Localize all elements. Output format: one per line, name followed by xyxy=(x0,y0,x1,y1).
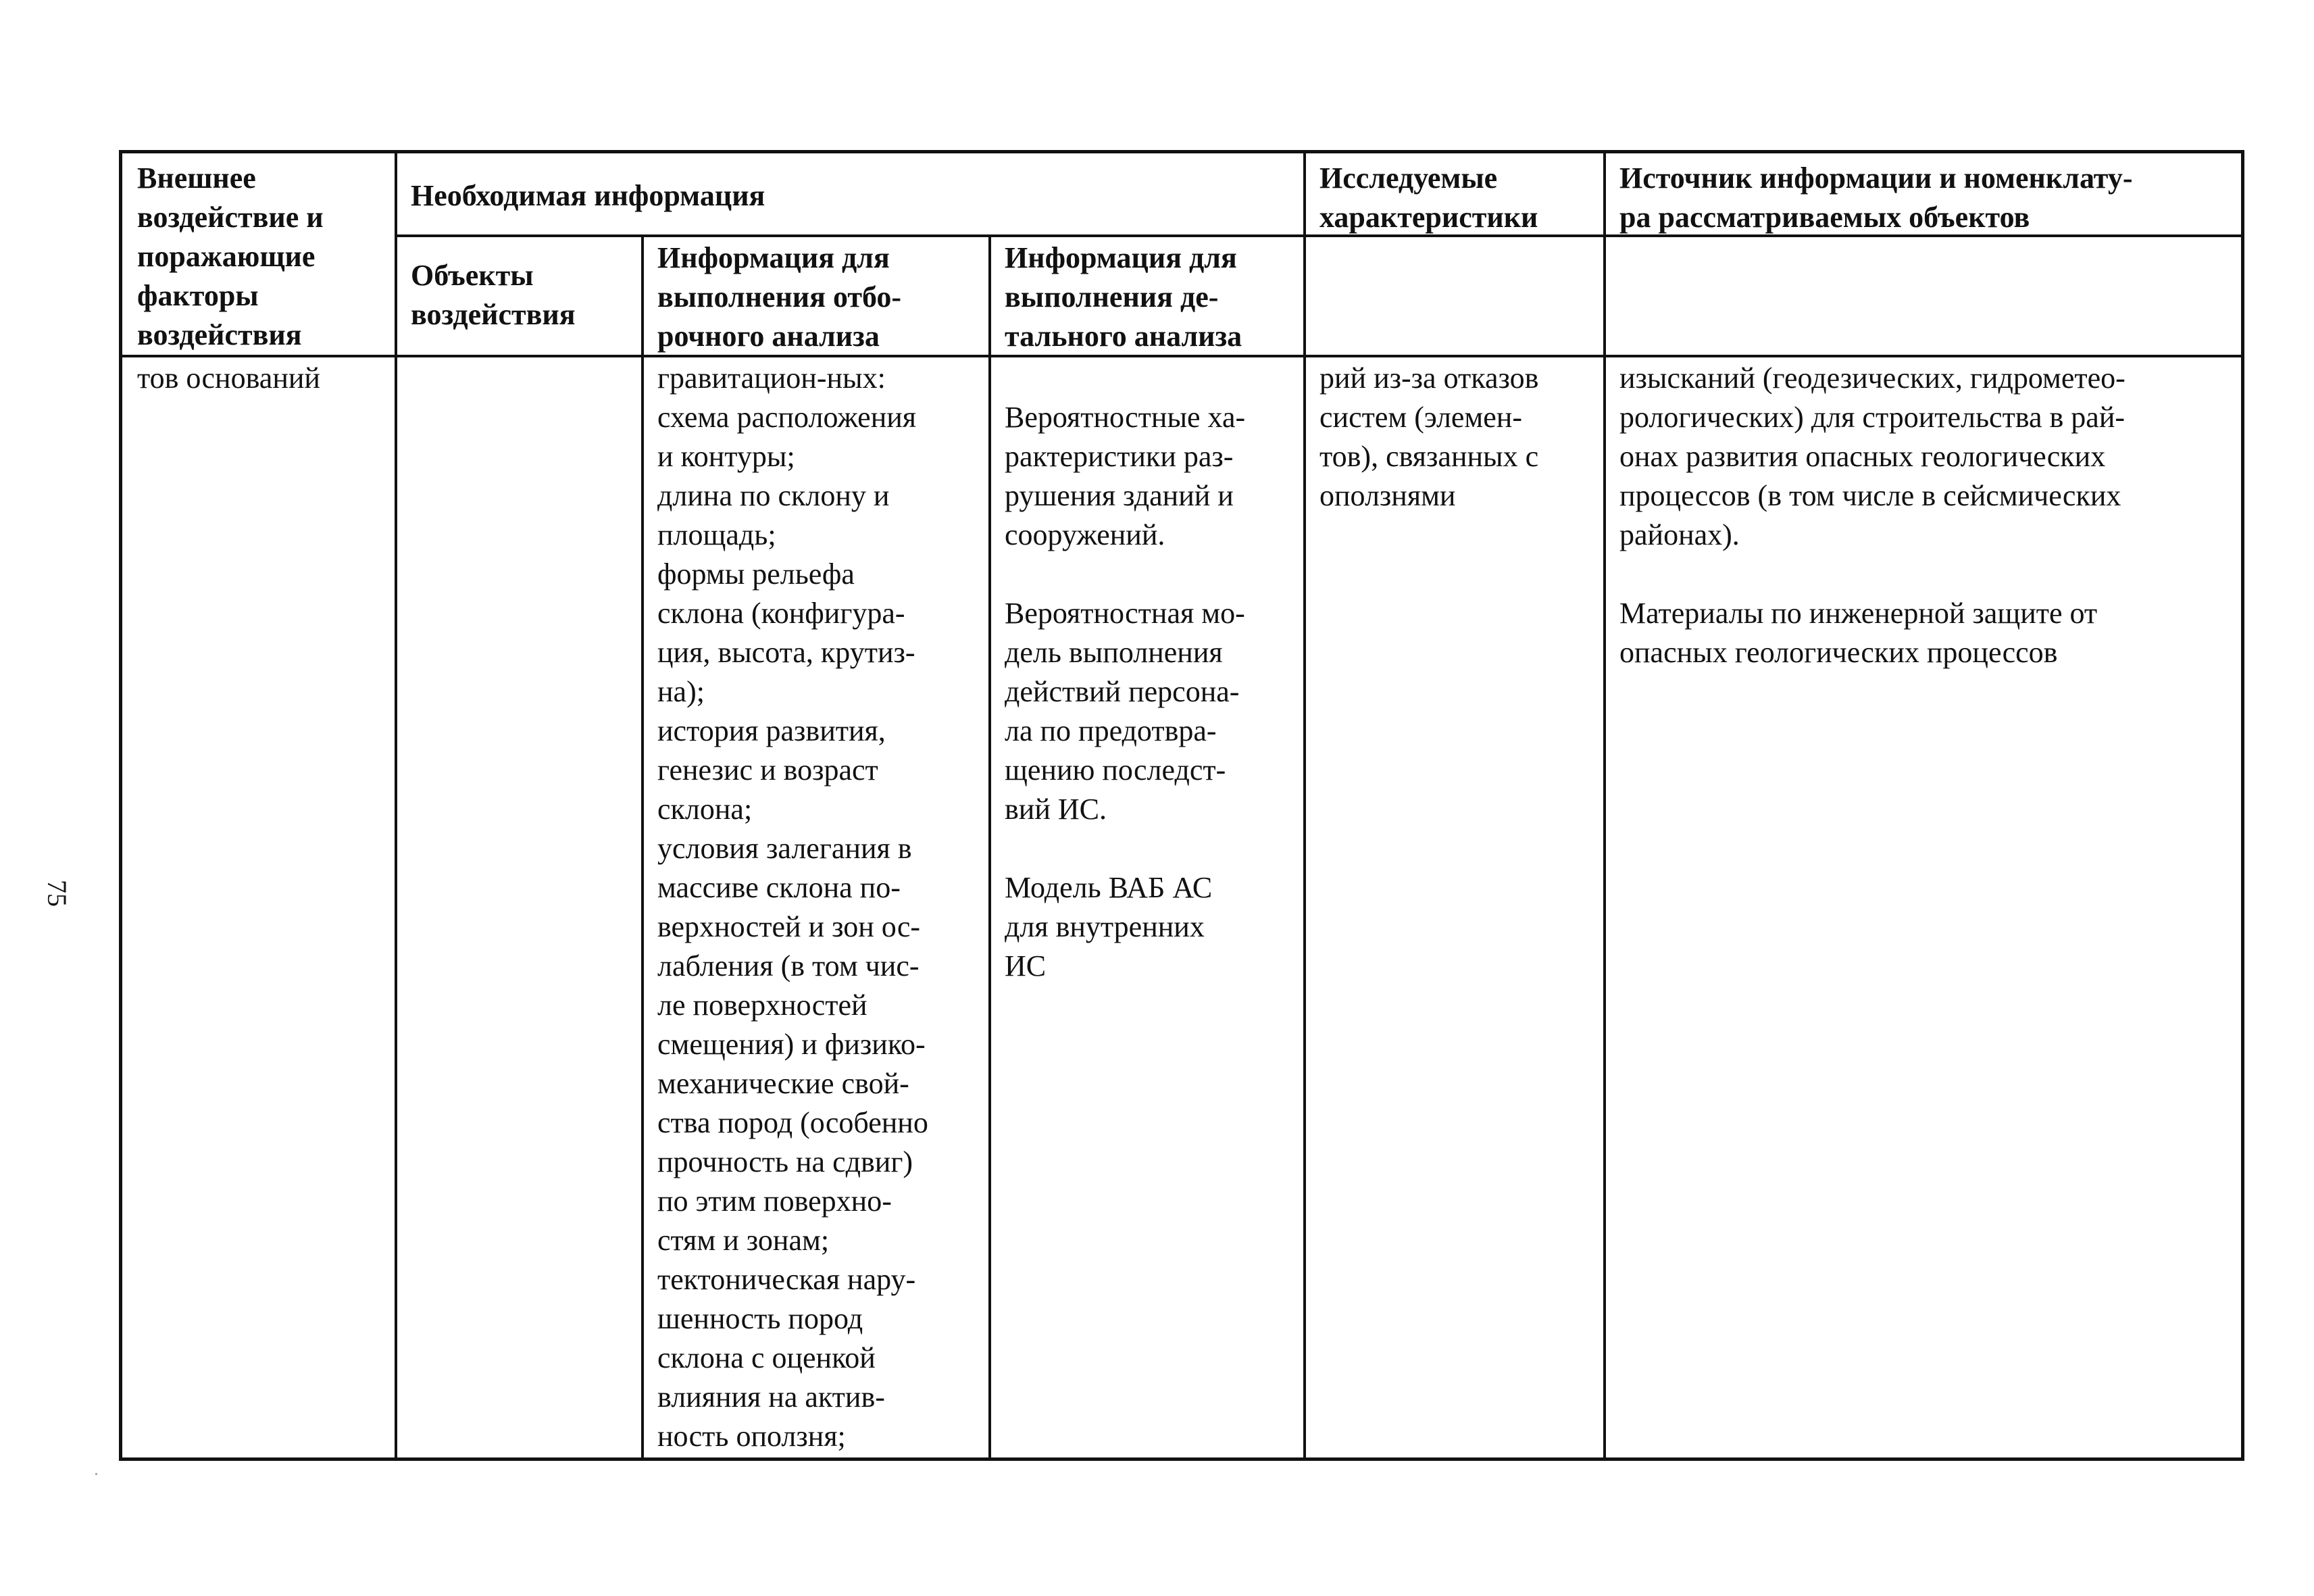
data-table xyxy=(119,150,2244,1461)
column-divider xyxy=(641,234,644,1459)
header-screening-analysis-info: Информация для выполнения отбо- рочного анализа xyxy=(657,241,902,353)
page-number: 75 xyxy=(42,880,72,907)
cell-external-impact: тов оснований xyxy=(137,361,320,395)
cell-detailed-analysis-info: Вероятностные ха- рактеристики раз- рушения зданий и сооружений. Вероятностная мо- дель выполнения действий персона- ла по предотвра- щению последст- вий ИС. Модель ВАБ АС для внутренних ИС xyxy=(1005,401,1246,982)
header-information-source: Источник информации и номенклату- ра рассматриваемых объектов xyxy=(1619,161,2133,234)
column-divider xyxy=(988,234,991,1459)
header-studied-characteristics: Исследуемые характеристики xyxy=(1319,161,1538,234)
header-required-information: Необходимая информация xyxy=(411,179,765,212)
column-divider xyxy=(395,153,397,1459)
column-divider xyxy=(1303,153,1306,1459)
cell-studied-characteristics: рий из-за отказов систем (элемен- тов), связанных с оползнями xyxy=(1319,361,1539,512)
cell-information-source: изысканий (геодезических, гидрометео- рологических) для строительства в рай- онах развития опасных геологических процессов (в том числе в сейсмических районах). Материалы по инженерной защите от опасных геологических процессов xyxy=(1619,361,2126,669)
header-detailed-analysis-info: Информация для выполнения де- тального анализа xyxy=(1005,241,1242,353)
header-external-impact: Внешнее воздействие и поражающие факторы воздействия xyxy=(137,161,324,351)
cell-screening-analysis-info: гравитацион-ных: схема расположения и контуры; длина по склону и площадь; формы рельефа склона (конфигура- ция, высота, крутиз- на); история развития, генезис и возраст склона; условия залегания в массиве склона по- верхностей и зон ос- лабления (в том чис- ле поверхностей смещения) и физико- механические свой- ства пород (особенно прочность на сдвиг) по этим поверхно- стям и зонам; тектоническая нару- шенность пород склона с оценкой влияния на актив- ность оползня; xyxy=(657,361,928,1453)
header-impact-objects: Объекты воздействия xyxy=(411,259,576,331)
scan-speck xyxy=(95,1473,97,1475)
column-divider xyxy=(1603,153,1606,1459)
